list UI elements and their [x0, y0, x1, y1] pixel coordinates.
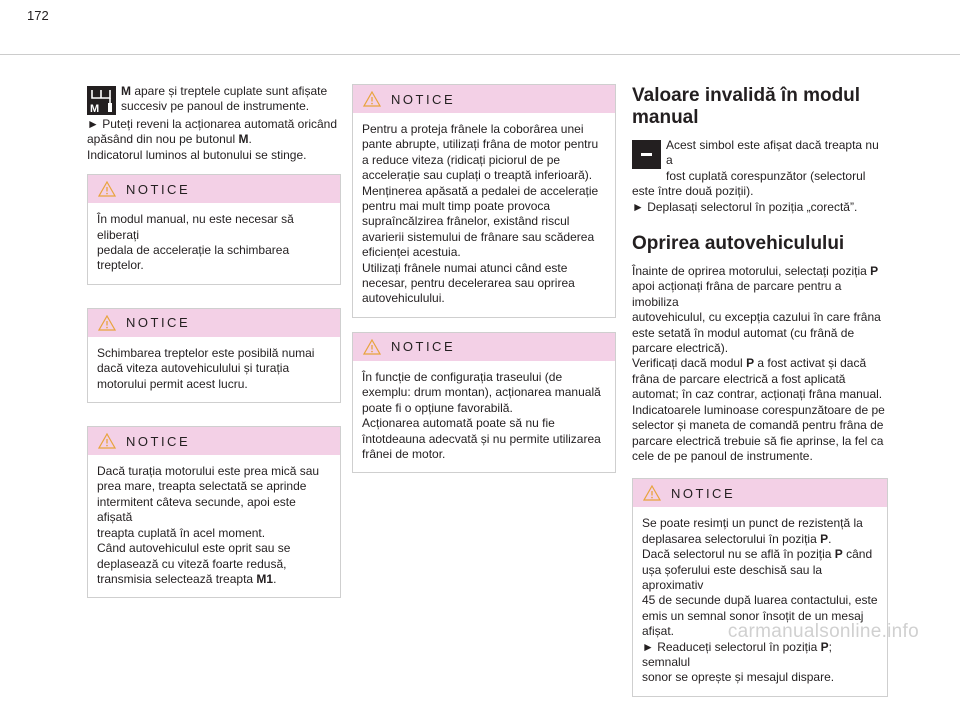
notice-header: [88, 427, 340, 455]
notice-box: [352, 332, 616, 473]
notice-text: Pentru a proteja frânele la coborârea unei pante abrupte, utilizați frâna de motor pentru a reduce viteza (ridicați piciorul de pe accelerație sau cuplați o treaptă inferioară). Menținerea apăsată a pedalei de accelerație pentru mai mult timp poate provoca supraîncălzirea frânelor, existând riscul avarierii sistemului de frânare sau scăderea eficienței acestuia. Utilizați frânele numai atunci când este necesar, pentru decelerarea sau oprirea autovehiculului.: [362, 122, 599, 306]
svg-text:M: M: [90, 103, 100, 115]
gearbox-m-icon: [87, 86, 116, 115]
notice-box: [87, 308, 341, 403]
warning-triangle-icon: [98, 315, 116, 331]
column-right: [632, 85, 888, 709]
invalid-value-paragraph: Acest simbol este afișat dacă treapta nu a fost cuplată corespunzător (selectorul este între două poziții). ► Deplasați selectorul în poziția „corectă”.: [632, 138, 879, 214]
warning-triangle-icon: [98, 433, 116, 449]
notice-text: În funcție de configurația traseului (de exemplu: drum montan), acționarea manuală poate fi o opțiune favorabilă. Acționarea automată poate să nu fie întotdeauna adecvată și nu permite utilizarea frânei de motor.: [362, 369, 601, 461]
stopping-paragraph: Înainte de oprirea motorului, selectați poziția P apoi acționați frâna de parcare pentru a imobiliza autovehiculul, cu excepția cazului în care frâna este setată în modul automat (cu frână de parcare electrică). Verificați dacă modul P a fost activat și dacă frâna de parcare electrică a fost aplicată automat; în caz contrar, acționați frâna manual. Indicatoarele luminoase corespunzătoare de pe selector și maneta de comandă pentru frâna de parcare electrică trebuie să fie aprinse, la fel ca cele de pe panoul de instrumente.: [632, 264, 885, 463]
mode-letter: M: [121, 84, 131, 98]
notice-header: [353, 333, 615, 361]
warning-triangle-icon: [98, 181, 116, 197]
notice-box: [87, 174, 341, 285]
section-title-stopping: Oprirea autovehiculului: [632, 233, 845, 255]
invalid-gear-dash-icon: [632, 140, 661, 169]
notice-header: [88, 309, 340, 337]
warning-triangle-icon: [363, 339, 381, 355]
watermark[interactable]: carmanualsonline.info: [727, 621, 919, 642]
notice-title: NOTICE: [126, 433, 191, 449]
notice-text: Dacă turația motorului este prea mică sau prea mare, treapta selectată se aprinde intermitent câteva secunde, apoi este afișată treapta cuplată în acel moment. Când autovehiculul este oprit sau se deplasează cu viteză foarte redusă, transmisia selectează treapta M1.: [97, 464, 320, 586]
notice-title: NOTICE: [671, 485, 736, 501]
notice-box: [87, 426, 341, 598]
manual-mode-paragraph: M M apare și treptele cuplate sunt afișate succesiv pe panoul de instrumente. ► Puteți reveni la acționarea automată oricând apăsând din nou pe butonul M. Indicatorul luminos al butonului se stinge.: [87, 84, 338, 162]
notice-box: [632, 478, 888, 696]
notice-text: În modul manual, nu este necesar să eliberați pedala de accelerație la schimbarea treptelor.: [97, 212, 294, 273]
warning-triangle-icon: [363, 91, 381, 107]
notice-text: Se poate resimți un punct de rezistență la deplasarea selectorului în poziția P. Dacă selectorul nu se află în poziția P când ușa șoferului este deschisă sau la aproximativ 45 de secunde după luarea contactului, este emis un semnal sonor însoțit de un mesaj afișat. ► Readuceți selectorul în poziția P; semnalul sonor se oprește și mesajul dispare.: [642, 516, 878, 685]
warning-triangle-icon: [643, 485, 661, 501]
section-title-invalid-value: Valoare invalidă în modul manual: [632, 85, 861, 128]
notice-header: [633, 479, 887, 507]
column-left: [87, 84, 341, 610]
notice-title: NOTICE: [126, 315, 191, 331]
header-divider: [0, 54, 960, 55]
notice-title: NOTICE: [391, 339, 456, 355]
notice-header: [88, 175, 340, 203]
notice-title: NOTICE: [126, 181, 191, 197]
column-middle: [352, 84, 616, 485]
page-number: 172: [27, 8, 49, 23]
notice-title: NOTICE: [391, 91, 456, 107]
notice-box: [352, 84, 616, 318]
notice-text: Schimbarea treptelor este posibilă numai dacă viteza autovehiculului și turația motorului permit acest lucru.: [97, 345, 315, 391]
notice-header: [353, 85, 615, 113]
